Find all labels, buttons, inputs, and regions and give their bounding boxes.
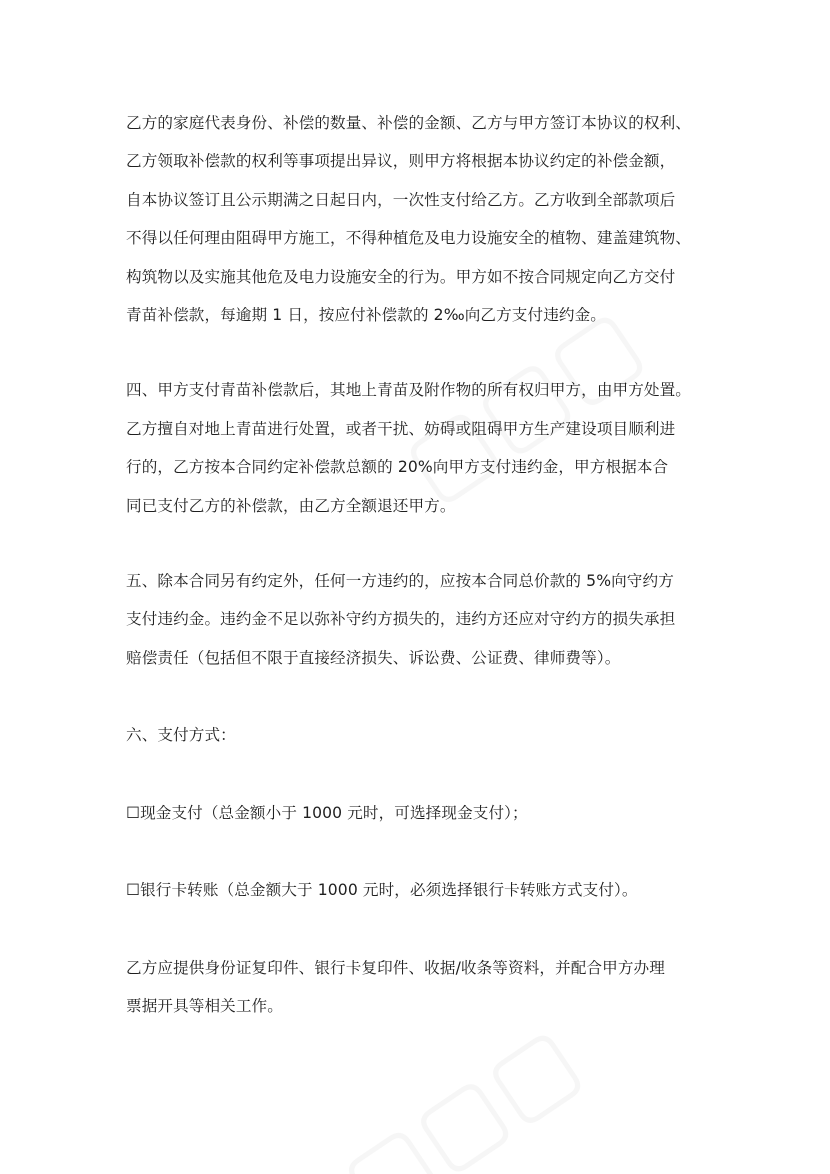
paragraph-line: 乙方应提供身份证复印件、银行卡复印件、收据/收条等资料，并配合甲方办理	[126, 958, 665, 977]
paragraph-line: 自本协议签订且公示期满之日起日内，一次性支付给乙方。乙方收到全部款项后	[126, 190, 676, 209]
paragraph-section-6-heading	[126, 716, 712, 754]
section-heading: 六、支付方式：	[126, 726, 236, 745]
paragraph-line: 支付违约金。违约金不足以弥补守约方损失的，违约方还应对守约方的损失承担	[126, 610, 676, 629]
paragraph-compensation-terms	[126, 104, 712, 334]
paragraph-required-documents	[126, 949, 712, 1026]
paragraph-spacer	[126, 832, 712, 871]
paragraph-spacer	[126, 525, 712, 562]
paragraph-line: 乙方擅自对地上青苗进行处置，或者干扰、妨碍或阻碍甲方生产建设项目顺利进	[126, 419, 676, 438]
paragraph-section-4	[126, 371, 712, 525]
paragraph-line: 乙方的家庭代表身份、补偿的数量、补偿的金额、乙方与甲方签订本协议的权利、	[126, 114, 691, 132]
paragraph-line: 不得以任何理由阻碍甲方施工，不得种植危及电力设施安全的植物、建盖建筑物、	[126, 229, 691, 248]
paragraph-spacer	[126, 755, 712, 794]
paragraph-line: 乙方领取补偿款的权利等事项提出异议，则甲方将根据本协议约定的补偿金额，	[126, 152, 676, 171]
paragraph-line: 行的，乙方按本合同约定补偿款总额的 20%向甲方支付违约金，甲方根据本合	[126, 458, 669, 477]
paragraph-line: 构筑物以及实施其他危及电力设施安全的行为。甲方如不按合同规定向乙方交付	[126, 267, 676, 286]
paragraph-section-5	[126, 562, 712, 677]
paragraph-spacer	[126, 910, 712, 949]
paragraph-line: 同已支付乙方的补偿款，由乙方全额退还甲方。	[126, 496, 456, 515]
document-body	[126, 104, 712, 1025]
paragraph-line: 赔偿责任（包括但不限于直接经济损失、诉讼费、公证费、律师费等）。	[126, 648, 621, 667]
cash-payment-option: ☐现金支付（总金额小于 1000 元时，可选择现金支付）；	[126, 803, 528, 822]
payment-option-cash	[126, 794, 712, 832]
paragraph-spacer	[126, 334, 712, 371]
watermark-graphic	[322, 1004, 598, 1174]
paragraph-line: 四、甲方支付青苗补偿款后，其地上青苗及附作物的所有权归甲方，由甲方处置。	[126, 381, 691, 400]
payment-option-bank-transfer	[126, 871, 712, 909]
paragraph-spacer	[126, 677, 712, 716]
paragraph-line: 票据开具等相关工作。	[126, 996, 283, 1015]
paragraph-line: 青苗补偿款，每逾期 1 日，按应付补偿款的 2‰向乙方支付违约金。	[126, 306, 606, 325]
bank-transfer-option: ☐银行卡转账（总金额大于 1000 元时，必须选择银行卡转账方式支付）。	[126, 881, 638, 900]
paragraph-line: 五、除本合同另有约定外，任何一方违约的，应按本合同总价款的 5%向守约方	[126, 572, 674, 591]
